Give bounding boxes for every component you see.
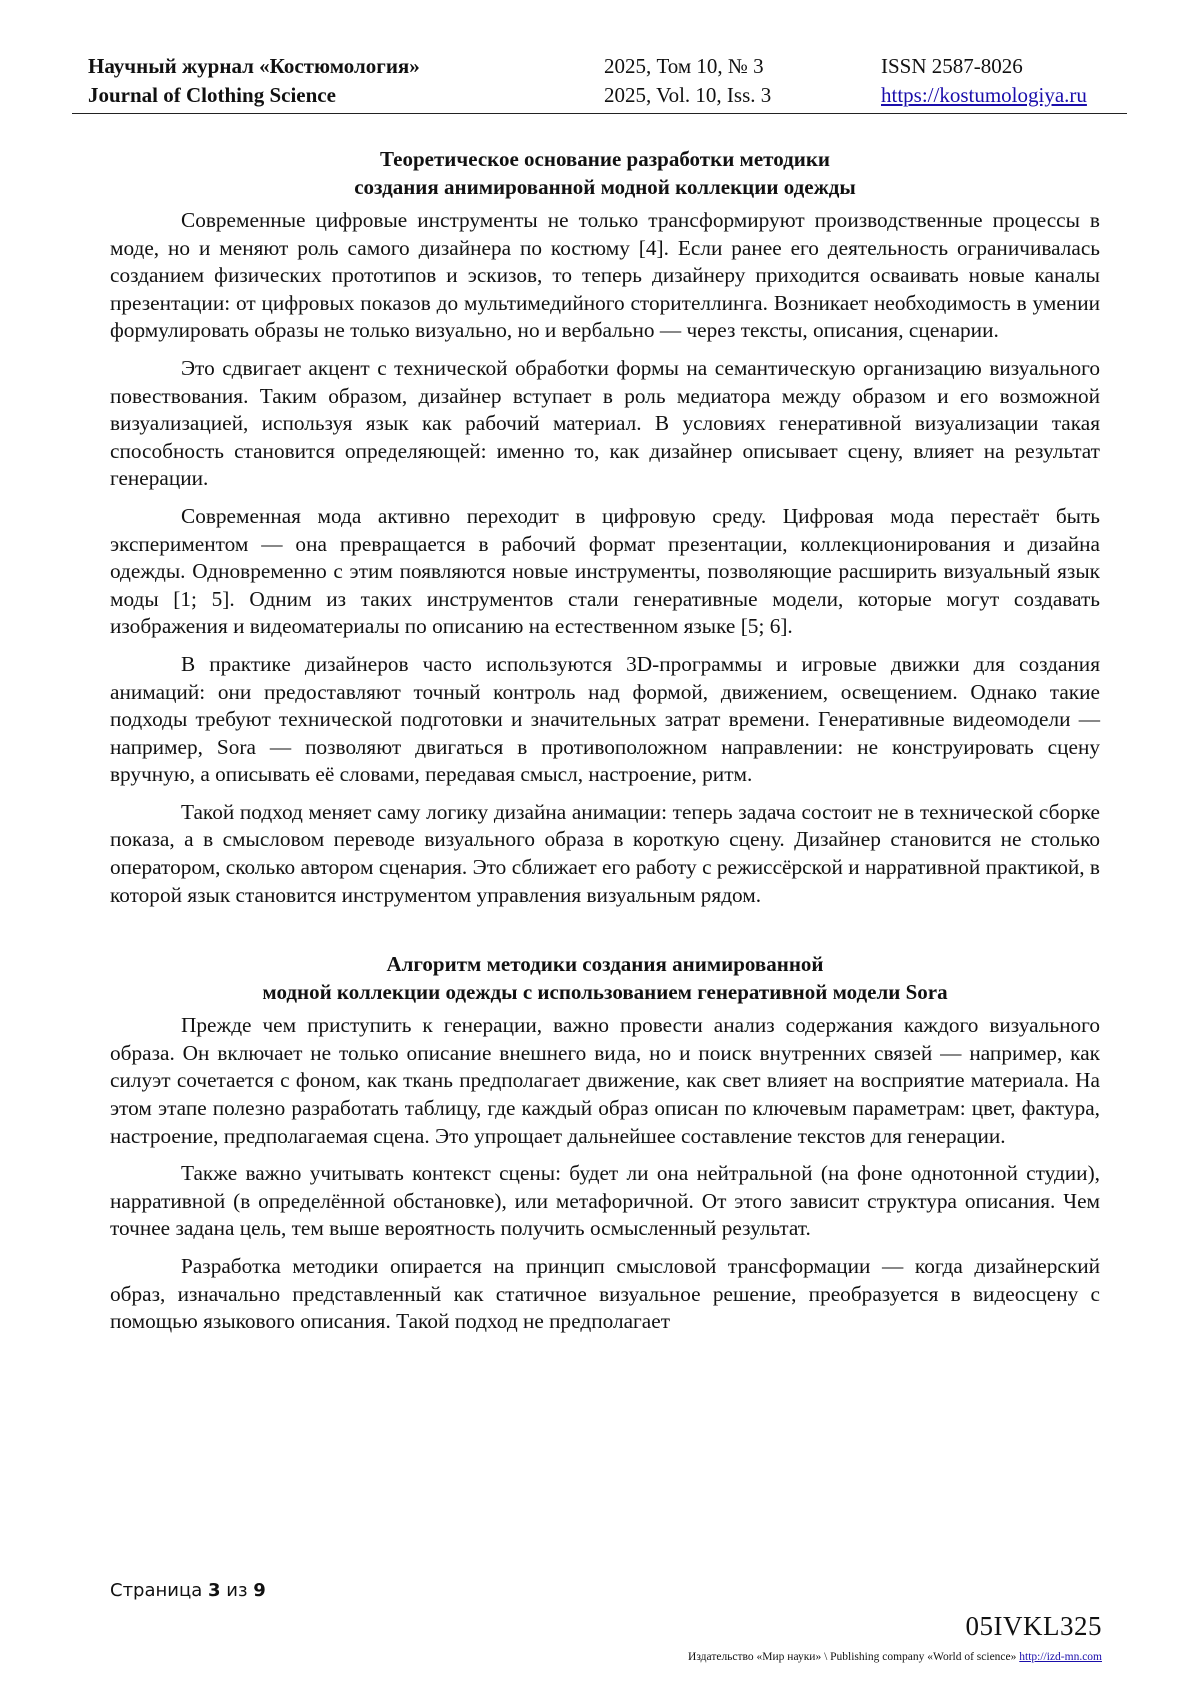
paragraph: В практике дизайнеров часто используются 3D-программы и игровые движки для создания анимаций: они предоставляют точный контроль над формой, движением, освещением. Однако такие подходы требуют технической подготовки и значительных затрат времени. Генеративные видеомодели — например, Sora — позволяют двигаться в противоположном направлении: не конструировать сцену вручную, а описывать её словами, передавая смысл, настроение, ритм.: [110, 651, 1100, 787]
section-title-line: создания анимированной модной коллекции одежды: [354, 174, 856, 199]
article-body: [110, 146, 1100, 1346]
volume-en: 2025, Vol. 10, Iss. 3: [604, 83, 772, 107]
paragraph: Такой подход меняет саму логику дизайна анимации: теперь задача состоит не в технической сборке показа, а в смысловом переводе визуального образа в короткую сцену. Дизайнер становится не столько оператором, сколько автором сценария. Это сближает его работу с режиссёрской и нарративной практикой, в которой язык становится инструментом управления визуальным рядом.: [110, 799, 1100, 907]
volume-ru: 2025, Том 10, № 3: [604, 54, 764, 78]
paragraph: Прежде чем приступить к генерации, важно провести анализ содержания каждого визуального образа. Он включает не только описание внешнего вида, но и поиск внутренних связей — например, как силуэт сочетается с фоном, как ткань предполагает движение, как свет влияет на восприятие материала. На этом этапе полезно разработать таблицу, где каждый образ описан по ключевым параметрам: цвет, фактура, настроение, предполагаемая сцена. Это упрощает дальнейшее составление текстов для генерации.: [110, 1013, 1100, 1148]
page-total: 9: [253, 1580, 266, 1601]
page-label: Страница: [110, 1580, 203, 1601]
paragraph: Разработка методики опирается на принцип смысловой трансформации — когда дизайнерский образ, изначально представленный как статичное визуальное решение, преобразуется в видеосцену с помощью языкового описания. Такой подход не предполагает: [110, 1254, 1100, 1334]
volume-block: [604, 52, 771, 110]
paragraph: Современная мода активно переходит в цифровую среду. Цифровая мода перестаёт быть экспериментом — она превращается в рабочий формат презентации, коллекционирования и дизайна одежды. Одновременно с этим появляются новые инструменты, позволяющие расширить визуальный язык моды [1; 5]. Одним из таких инструментов стали генеративные модели, которые могут создавать изображения и видеоматериалы по описанию на естественном языке [5; 6].: [110, 503, 1100, 639]
publisher-text: Издательство «Мир науки» \ Publishing company «World of science»: [688, 1651, 1017, 1663]
journal-title-en: Journal of Clothing Science: [88, 83, 336, 107]
article-code: 05IVKL325: [965, 1611, 1102, 1641]
section-title-line: Алгоритм методики создания анимированной: [386, 952, 824, 977]
paragraph: Современные цифровые инструменты не только трансформируют производственные процессы в моде, но и меняют роль самого дизайнера по костюму [4]. Если ранее его деятельность ограничивалась созданием физических прототипов и эскизов, то теперь дизайнеру приходится осваивать новые каналы презентации: от цифровых показов до мультимедийного сторителлинга. Возникает необходимость в умении формулировать образы не только визуально, но и вербально — через тексты, описания, сценарии.: [110, 208, 1100, 343]
paragraph: Это сдвигает акцент с технической обработки формы на семантическую организацию визуального повествования. Таким образом, дизайнер вступает в роль медиатора между образом и его возможной визуализацией, используя язык как рабочий материал. В условиях генеративной визуализации такая способность становится определяющей: именно то, как дизайнер описывает сцену, влияет на результат генерации.: [110, 355, 1100, 491]
section-title-line: модной коллекции одежды с использованием генеративной модели Sora: [262, 979, 948, 1004]
issn: ISSN 2587-8026: [881, 54, 1023, 78]
publisher-link[interactable]: http://izd-mn.com: [1019, 1651, 1102, 1663]
journal-header: [72, 52, 1127, 114]
page-of: из: [226, 1580, 248, 1601]
journal-title-block: [88, 52, 420, 110]
section-title-algorithm: [110, 951, 1100, 1006]
publisher-line: [688, 1651, 1102, 1663]
page-current: 3: [208, 1580, 221, 1601]
section-title-line: Теоретическое основание разработки методики: [379, 147, 831, 171]
section-title-theory: [110, 146, 1100, 201]
issn-block: [881, 52, 1087, 110]
page-number: [110, 1580, 266, 1601]
journal-url-link[interactable]: https://kostumologiya.ru: [881, 83, 1087, 107]
journal-title-ru: Научный журнал «Костюмология»: [88, 54, 420, 78]
paragraph: Также важно учитывать контекст сцены: будет ли она нейтральной (на фоне однотонной студии), нарративной (в определённой обстановке), или метафоричной. От этого зависит структура описания. Чем точнее задана цель, тем выше вероятность получить осмысленный результат.: [110, 1161, 1100, 1241]
